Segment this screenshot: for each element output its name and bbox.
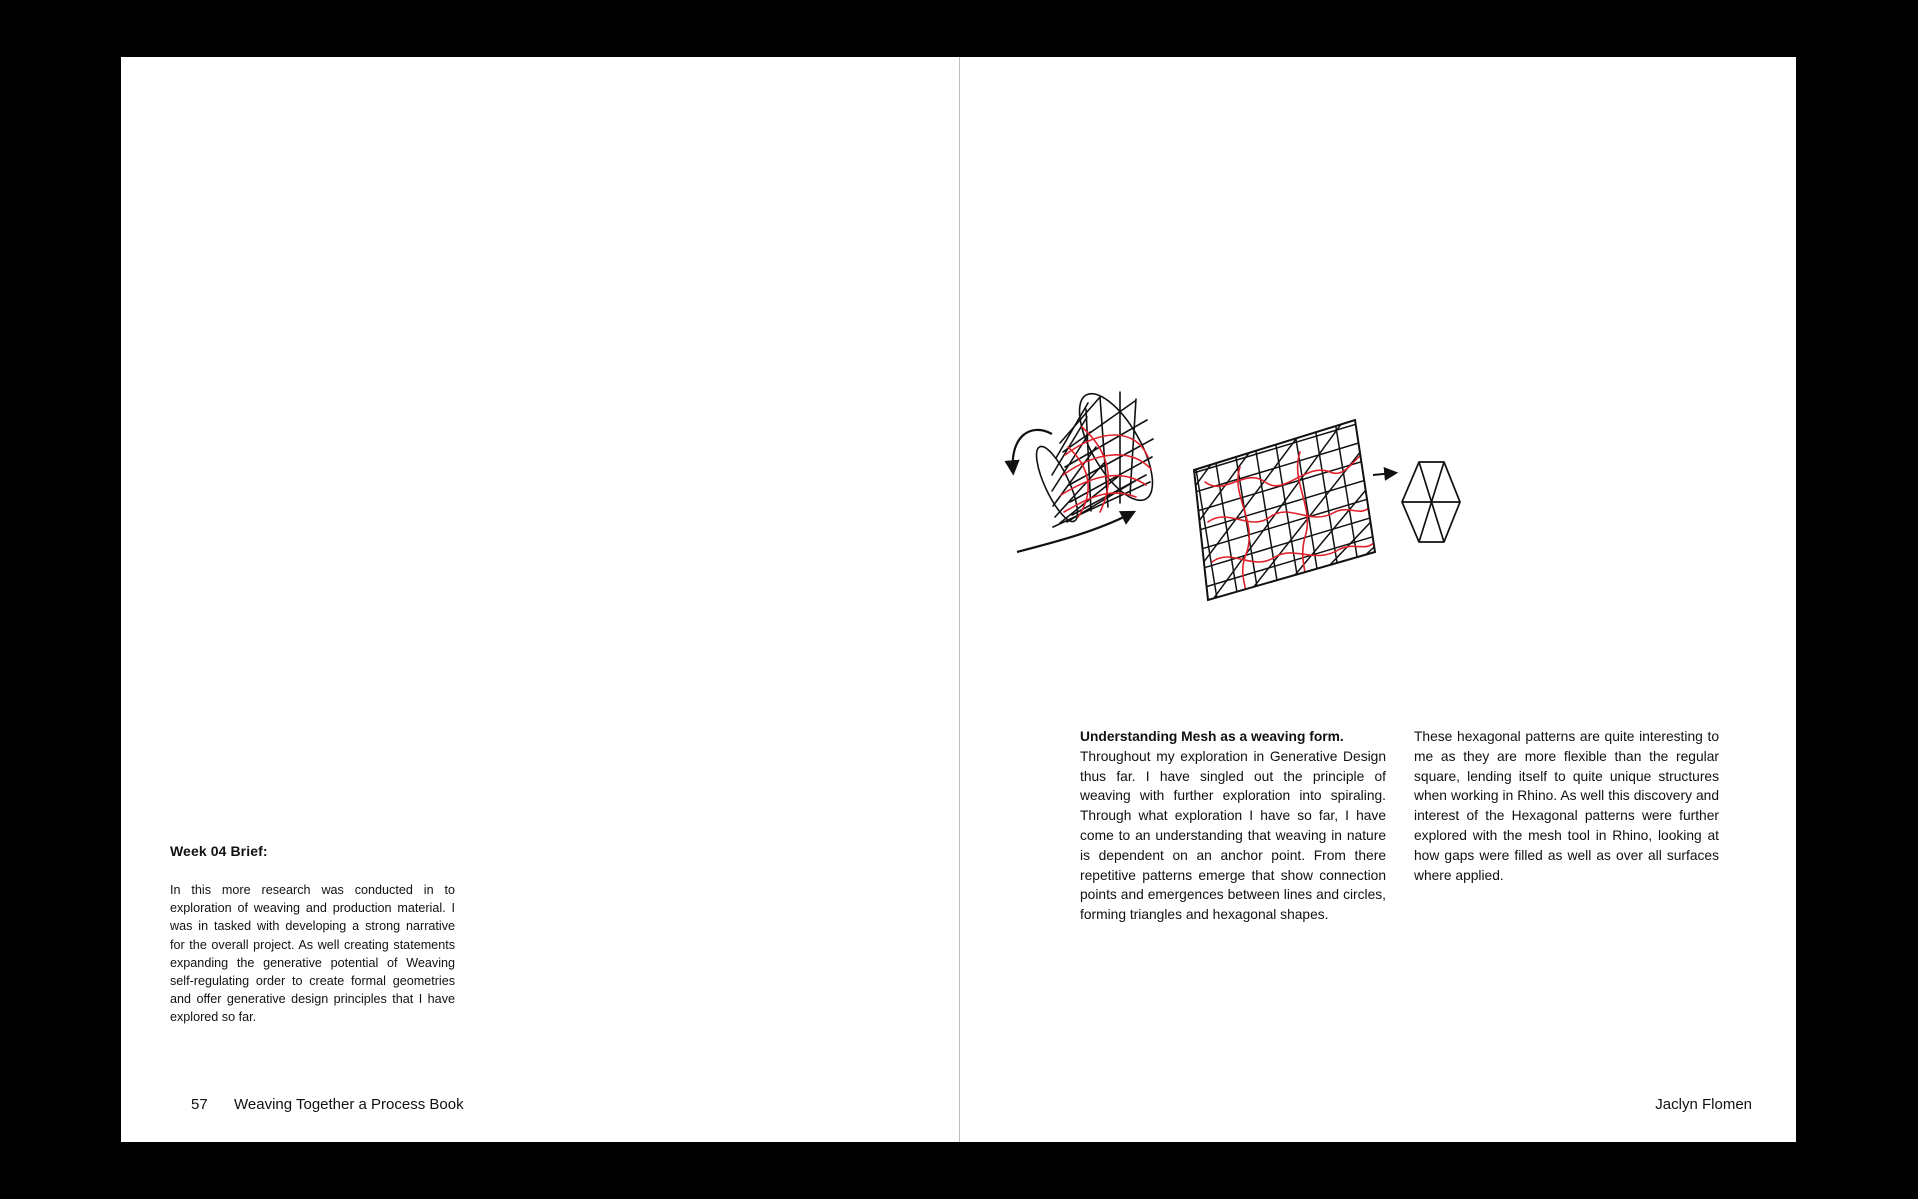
column-1-body: Throughout my exploration in Generative Design thus far. I have singled out the principle of weaving with further exploration into spiraling. Through what exploration I have so far, I have come to an understanding that weaving in nature is dependent on an anchor point. From there repetitive patterns emerge that show connection points and emergences between lines and circles, forming triangles and hexagonal shapes. bbox=[1080, 748, 1386, 923]
page-number: 57 bbox=[191, 1096, 208, 1113]
brief-body: In this more research was conducted in to exploration of weaving and production material. I was in tasked with developing a strong narrative for the overall project. As well creating statements expanding the generative potential of Weaving self-regulating order to create formal geometries and offer generative design principles that I have explored so far. bbox=[170, 883, 455, 1025]
direction-arrow-icon bbox=[1017, 513, 1132, 552]
column-hexagonal-patterns: These hexagonal patterns are quite interesting to me as they are more flexible than the regular square, lending itself to quite unique structures when working in Rhino. As well this discovery and interest of the Hexagonal patterns were further explored with the mesh tool in Rhino, looking at how gaps were filled as well as over all surfaces where applied. bbox=[1414, 729, 1719, 883]
triangular-mesh-sketch bbox=[1180, 397, 1396, 629]
rotation-arrow-icon bbox=[1013, 430, 1052, 471]
book-spread bbox=[121, 57, 1796, 1142]
book-title: Weaving Together a Process Book bbox=[234, 1096, 464, 1113]
arrow-to-hexagon-icon bbox=[1373, 473, 1394, 475]
hexagon-sketch bbox=[1402, 462, 1460, 542]
author-name: Jaclyn Flomen bbox=[1655, 1096, 1752, 1113]
section-heading: Understanding Mesh as a weaving form. bbox=[1080, 729, 1344, 744]
column-mesh-weaving bbox=[1080, 727, 1386, 925]
mesh-sketch-illustration bbox=[960, 357, 1796, 677]
cone-mesh-sketch bbox=[1029, 383, 1167, 527]
right-page bbox=[960, 57, 1796, 1142]
left-page bbox=[121, 57, 959, 1142]
brief-title: Week 04 Brief: bbox=[170, 843, 268, 859]
